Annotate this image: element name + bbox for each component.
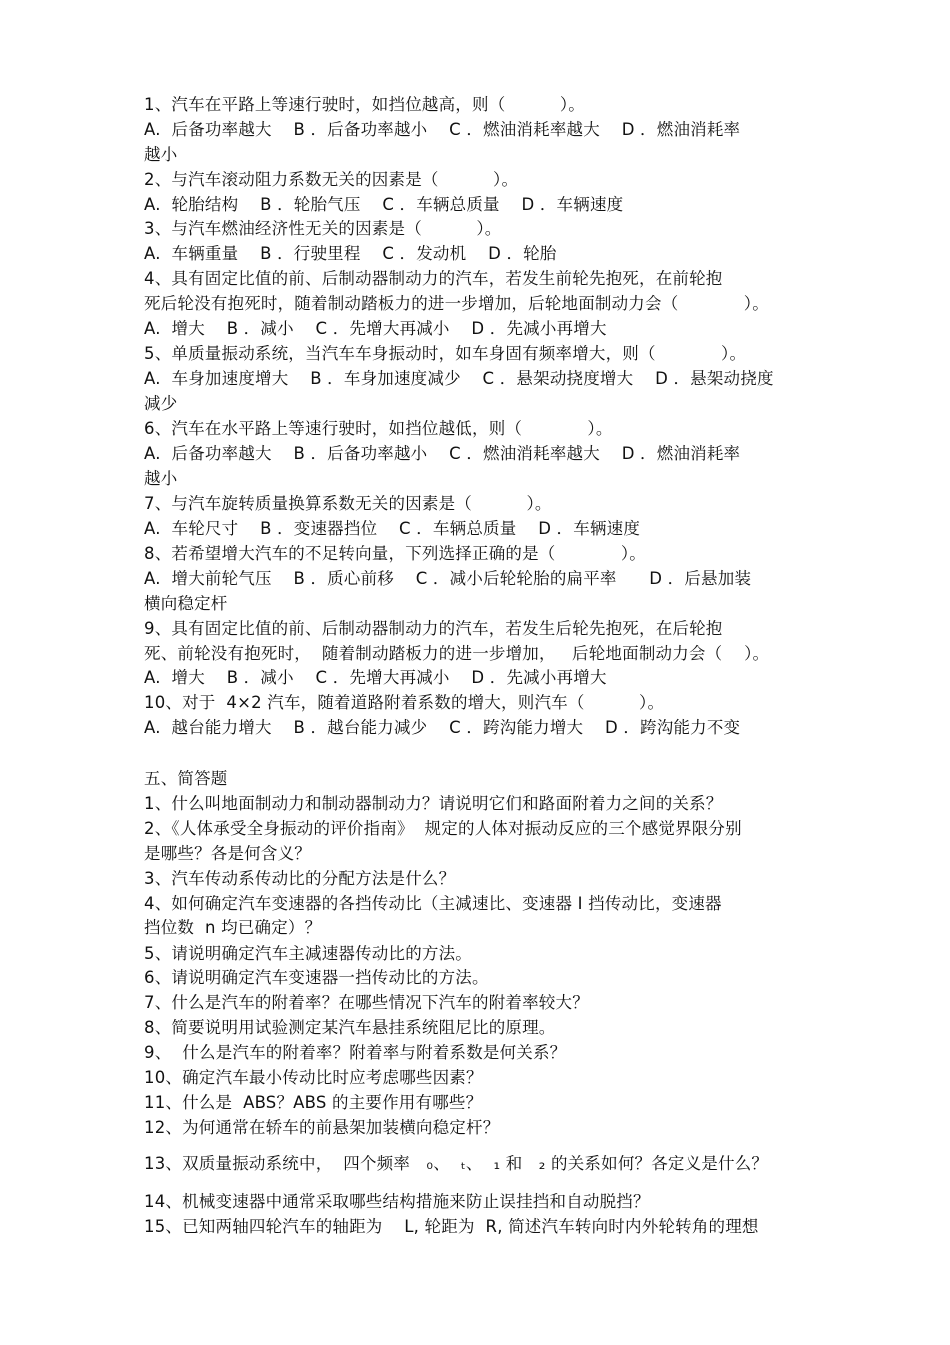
q1-stem: 1、汽车在平路上等速行驶时，如挡位越高，则（ ）。 (144, 95, 585, 114)
sa-q5: 5、请说明确定汽车主减速器传动比的方法。 (144, 944, 472, 963)
q5-options-cont: 减少 (144, 394, 178, 413)
q5-options: A. 车身加速度增大 B ．车身加速度减少 C ．悬架动挠度增大 D ．悬架动挠度 (144, 369, 774, 388)
q7-options: A. 车轮尺寸 B ．变速器挡位 C ．车辆总质量 D ．车辆速度 (144, 519, 641, 538)
q2-stem: 2、与汽车滚动阻力系数无关的因素是（ ）。 (144, 170, 519, 189)
q3-stem: 3、与汽车燃油经济性无关的因素是（ ）。 (144, 219, 502, 238)
q3-options: A. 车辆重量 B ．行驶里程 C ．发动机 D ．轮胎 (144, 244, 557, 263)
sa-q12: 12、为何通常在轿车的前悬架加装横向稳定杆？ (144, 1118, 500, 1137)
q5-stem: 5、单质量振动系统，当汽车车身振动时，如车身固有频率增大，则（ ）。 (144, 344, 747, 363)
sa-q4-cont: 挡位数 n 均已确定）？ (144, 918, 322, 937)
sa-q7: 7、什么是汽车的附着率？在哪些情况下汽车的附着率较大？ (144, 993, 589, 1012)
sa-q1: 1、什么叫地面制动力和制动器制动力？请说明它们和路面附着力之间的关系？ (144, 794, 723, 813)
q10-stem: 10、对于 4×2 汽车，随着道路附着系数的增大，则汽车（ ）。 (144, 693, 665, 712)
q4-options: A. 增大 B ．减小 C ．先增大再减小 D ．先减小再增大 (144, 319, 607, 338)
sa-q10: 10、确定汽车最小传动比时应考虑哪些因素？ (144, 1068, 483, 1087)
q1-options: A. 后备功率越大 B ．后备功率越小 C ．燃油消耗率越大 D ．燃油消耗率 (144, 120, 741, 139)
q9-options: A. 增大 B ．减小 C ．先增大再减小 D ．先减小再增大 (144, 668, 607, 687)
q10-options: A. 越台能力增大 B ．越台能力减少 C ．跨沟能力增大 D ．跨沟能力不变 (144, 718, 741, 737)
sa-q3: 3、汽车传动系传动比的分配方法是什么？ (144, 869, 456, 888)
section-heading-short-answer: 五、简答题 (144, 769, 228, 788)
sa-q6: 6、请说明确定汽车变速器一挡传动比的方法。 (144, 968, 489, 987)
q7-stem: 7、与汽车旋转质量换算系数无关的因素是（ ）。 (144, 494, 552, 513)
sa-q8: 8、简要说明用试验测定某汽车悬挂系统阻尼比的原理。 (144, 1018, 556, 1037)
q2-options: A. 轮胎结构 B ．轮胎气压 C ．车辆总质量 D ．车辆速度 (144, 195, 624, 214)
sa-q2: 2、《人体承受全身振动的评价指南》 规定的人体对振动反应的三个感觉界限分别 (144, 819, 742, 838)
q1-options-cont: 越小 (144, 145, 178, 164)
sa-q9: 9、 什么是汽车的附着率？附着率与附着系数是何关系？ (144, 1043, 567, 1062)
sa-q2-cont: 是哪些？各是何含义？ (144, 844, 311, 863)
q4-stem-cont: 死后轮没有抱死时，随着制动踏板力的进一步增加，后轮地面制动力会（ ）。 (144, 294, 769, 313)
q9-stem: 9、具有固定比值的前、后制动器制动力的汽车，若发生后轮先抱死，在后轮抱 (144, 619, 723, 638)
q8-stem: 8、若希望增大汽车的不足转向量，下列选择正确的是（ ）。 (144, 544, 646, 563)
sa-q13: 13、双质量振动系统中， 四个频率 ₀、 ₜ、 ₁ 和 ₂ 的关系如何？各定义是什么？ (144, 1154, 769, 1173)
sa-q14: 14、机械变速器中通常采取哪些结构措施来防止误挂挡和自动脱挡？ (144, 1192, 650, 1211)
sa-q4: 4、如何确定汽车变速器的各挡传动比（主减速比、变速器 I 挡传动比，变速器 (144, 894, 722, 913)
sa-q15: 15、已知两轴四轮汽车的轴距为 L, 轮距为 R, 简述汽车转向时内外轮转角的理想 (144, 1217, 759, 1236)
q6-options-cont: 越小 (144, 469, 178, 488)
sa-q11: 11、什么是 ABS？ABS 的主要作用有哪些？ (144, 1093, 483, 1112)
q6-options: A. 后备功率越大 B ．后备功率越小 C ．燃油消耗率越大 D ．燃油消耗率 (144, 444, 741, 463)
q8-options-cont: 横向稳定杆 (144, 594, 228, 613)
q4-stem: 4、具有固定比值的前、后制动器制动力的汽车，若发生前轮先抱死，在前轮抱 (144, 269, 723, 288)
q9-stem-cont: 死、前轮没有抱死时， 随着制动踏板力的进一步增加， 后轮地面制动力会（ ）。 (144, 644, 770, 663)
q6-stem: 6、汽车在水平路上等速行驶时，如挡位越低，则（ ）。 (144, 419, 613, 438)
q8-options: A. 增大前轮气压 B ．质心前移 C ．减小后轮轮胎的扁平率 D ．后悬加装 (144, 569, 752, 588)
